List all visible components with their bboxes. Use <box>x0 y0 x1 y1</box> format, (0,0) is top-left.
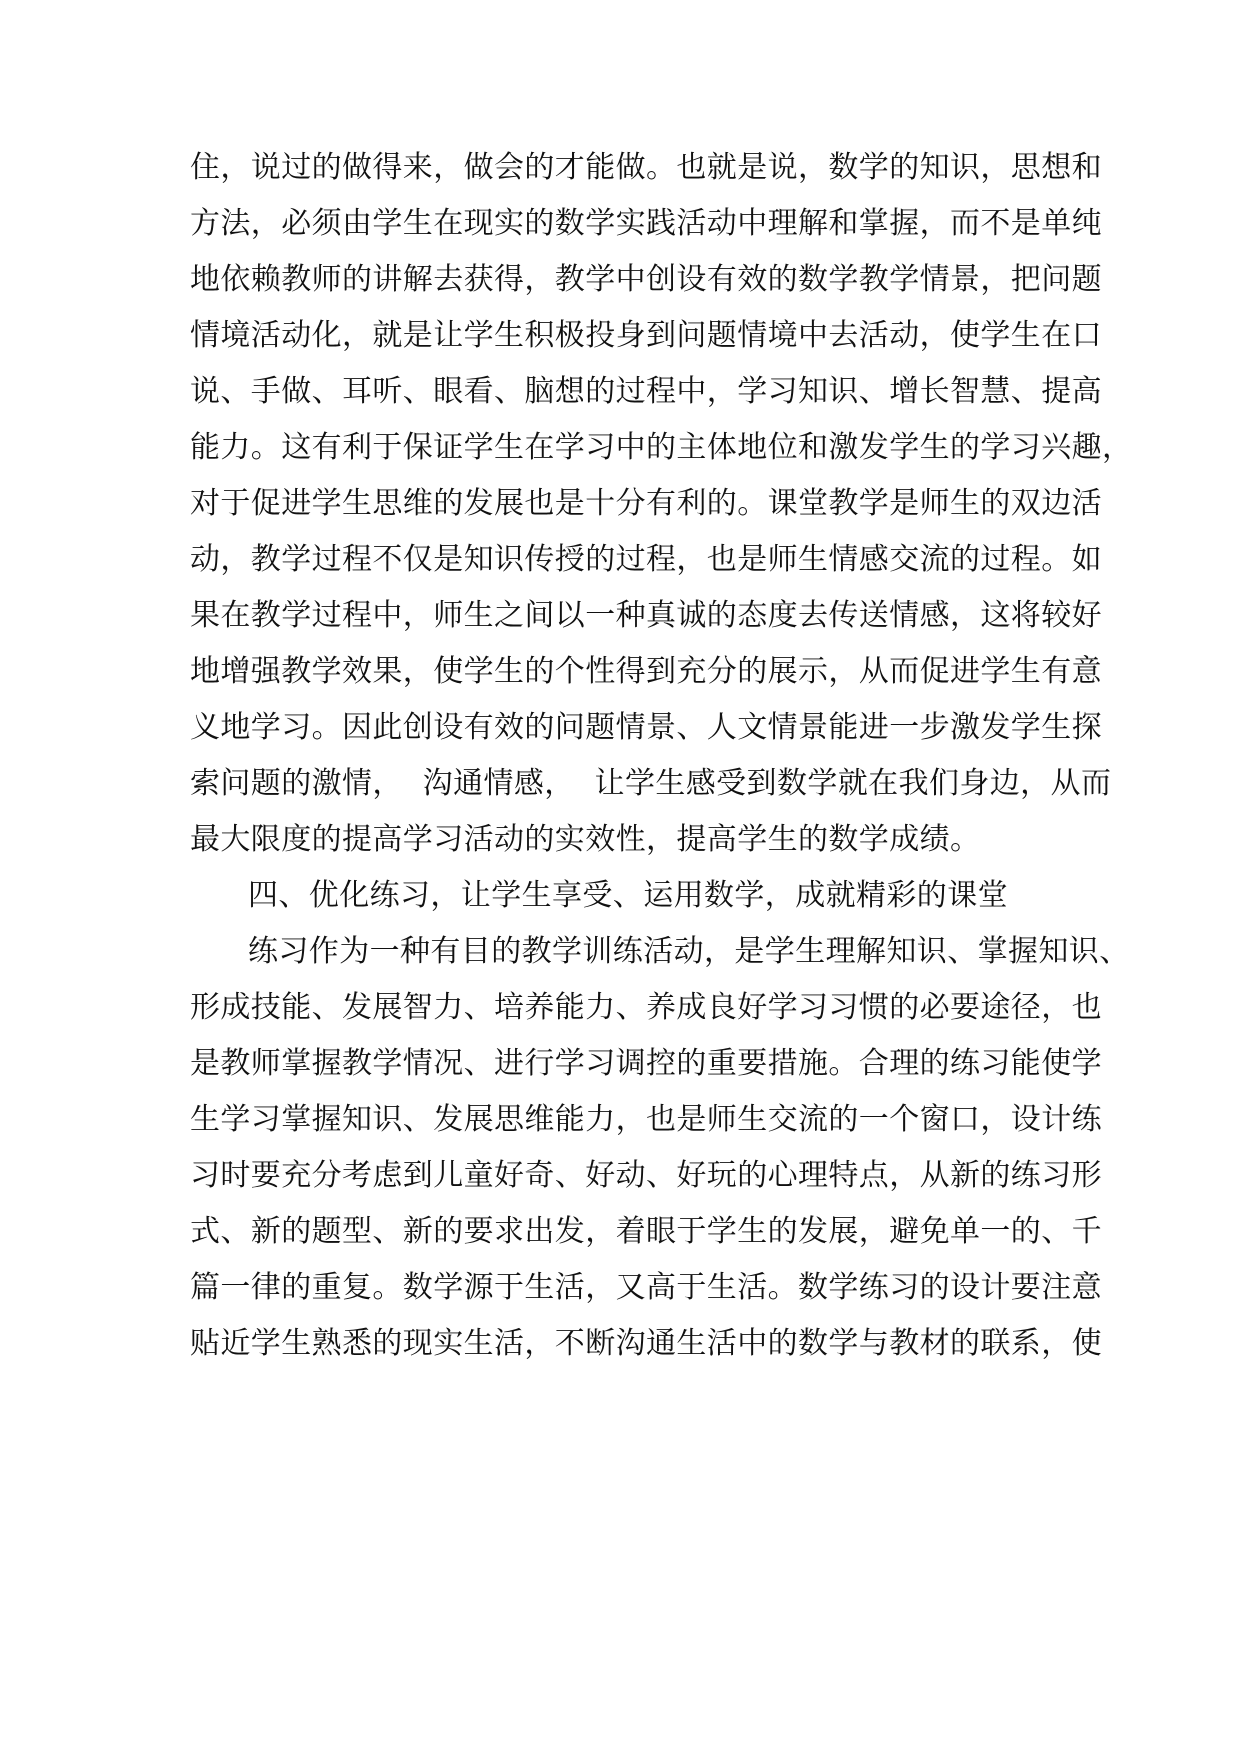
text-line: 住，说过的做得来，做会的才能做。也就是说，数学的知识，思想和 <box>190 150 1102 185</box>
text-line: 生学习掌握知识、发展思维能力，也是师生交流的一个窗口，设计练 <box>190 1102 1102 1137</box>
text-line: 练习作为一种有目的教学训练活动，是学生理解知识、掌握知识、 <box>248 934 1130 969</box>
text-line: 地增强教学效果，使学生的个性得到充分的展示，从而促进学生有意 <box>190 654 1102 689</box>
text-line: 义地学习。因此创设有效的问题情景、人文情景能进一步激发学生探 <box>190 710 1102 745</box>
text-line: 方法，必须由学生在现实的数学实践活动中理解和掌握，而不是单纯 <box>190 206 1102 241</box>
text-line: 是教师掌握教学情况、进行学习调控的重要措施。合理的练习能使学 <box>190 1046 1102 1081</box>
text-line: 形成技能、发展智力、培养能力、养成良好学习习惯的必要途径，也 <box>190 990 1102 1025</box>
text-line: 能力。这有利于保证学生在学习中的主体地位和激发学生的学习兴趣， <box>190 430 1133 465</box>
text-line: 篇一律的重复。数学源于生活，又高于生活。数学练习的设计要注意 <box>190 1270 1102 1305</box>
text-line: 地依赖教师的讲解去获得，教学中创设有效的数学教学情景，把问题 <box>190 262 1102 297</box>
text-line: 情境活动化，就是让学生积极投身到问题情境中去活动，使学生在口 <box>190 318 1102 353</box>
text-line: 式、新的题型、新的要求出发，着眼于学生的发展，避免单一的、千 <box>190 1214 1102 1249</box>
section-heading: 四、优化练习，让学生享受、运用数学，成就精彩的课堂 <box>248 878 1008 913</box>
text-line: 说、手做、耳听、眼看、脑想的过程中，学习知识、增长智慧、提高 <box>190 374 1102 409</box>
text-line: 贴近学生熟悉的现实生活，不断沟通生活中的数学与教材的联系，使 <box>190 1326 1102 1361</box>
text-line: 对于促进学生思维的发展也是十分有利的。课堂教学是师生的双边活 <box>190 486 1102 521</box>
text-line: 动，教学过程不仅是知识传授的过程，也是师生情感交流的过程。如 <box>190 542 1102 577</box>
text-line: 最大限度的提高学习活动的实效性，提高学生的数学成绩。 <box>190 822 981 857</box>
text-line: 果在教学过程中，师生之间以一种真诚的态度去传送情感，这将较好 <box>190 598 1102 633</box>
text-line: 索问题的激情， 沟通情感， 让学生感受到数学就在我们身边，从而 <box>190 766 1112 801</box>
text-line: 习时要充分考虑到儿童好奇、好动、好玩的心理特点，从新的练习形 <box>190 1158 1102 1193</box>
